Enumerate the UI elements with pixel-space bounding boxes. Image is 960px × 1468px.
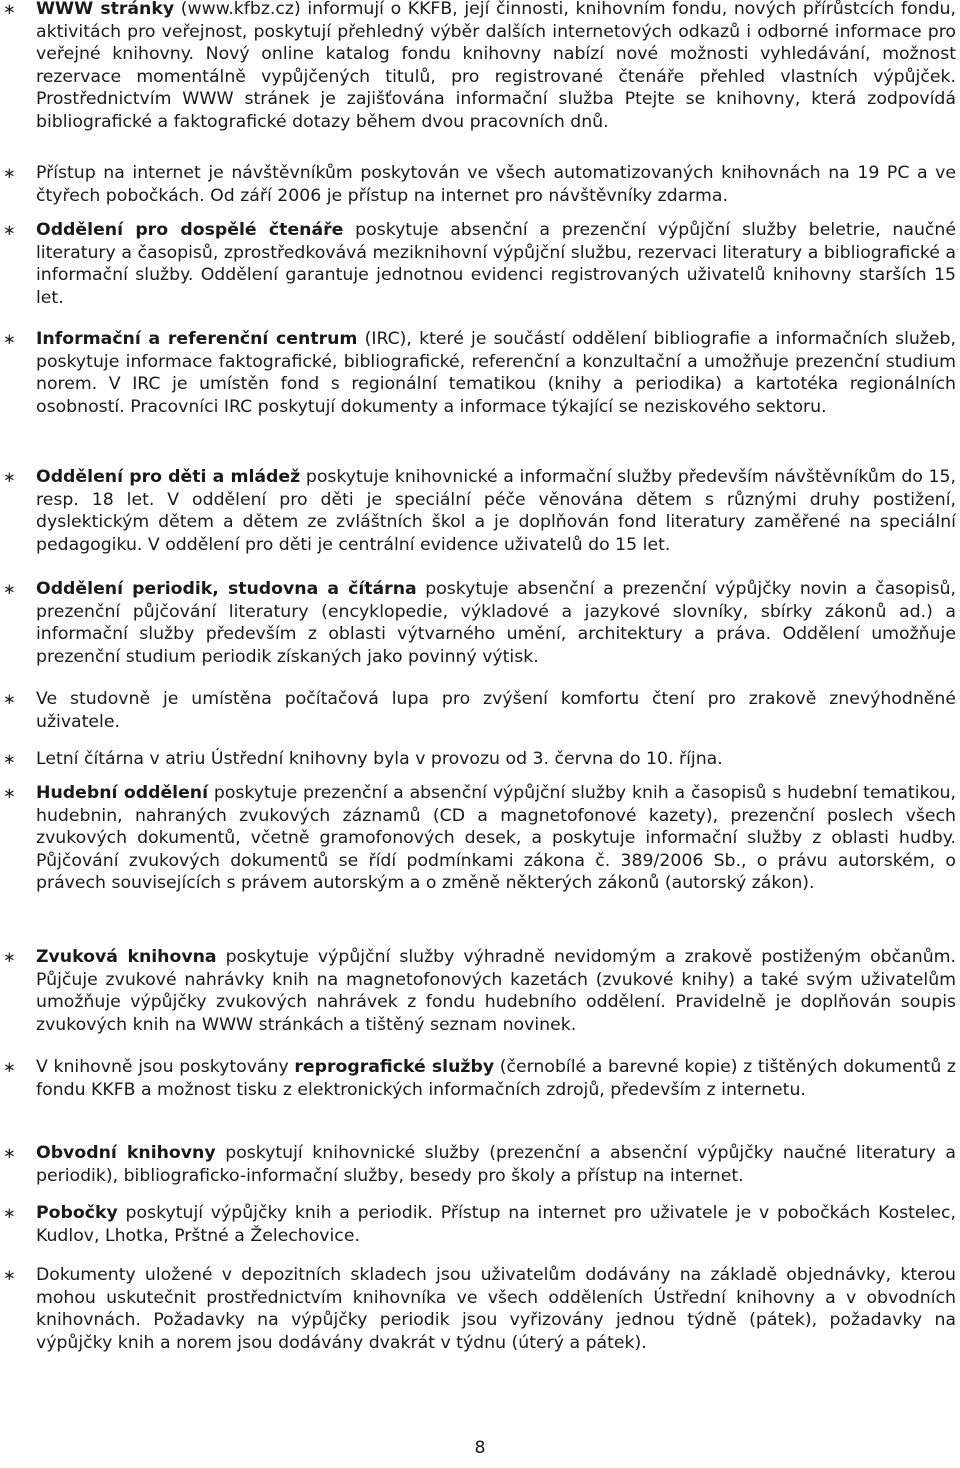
bullet-icon: ∗ <box>3 948 16 966</box>
list-item <box>0 1264 960 1354</box>
item-heading: reprografické služby <box>294 1057 495 1077</box>
item-text: poskytují knihovnické služby (prezenční a absenční výpůjčky naučné literatury a periodik), bibliograficko-informační služby, besedy pro školy a přístup na internet. <box>36 1143 957 1186</box>
item-heading: Oddělení pro dospělé čtenáře <box>36 220 344 240</box>
item-text: poskytuje výpůjční služby výhradně nevidomým a zrakově postiženým občanům. Půjčuje zvukové nahrávky knih na magnetofonových kazetách (zvukové knihy) a také svým uživatelům umožňuje výpůjčky zvukových nahrávek z fondu hudebního oddělení. Pravidelně je doplňován soupis zvukových knih na WWW stránkách a tištěný seznam novinek. <box>36 947 956 1035</box>
item-text: V knihovně jsou poskytovány <box>36 1057 295 1077</box>
item-text: Ve studovně je umístěna počítačová lupa pro zvýšení komfortu čtení pro zrakově znevýhodněné uživatele. <box>36 689 956 732</box>
item-heading: Oddělení periodik, studovna a čítárna <box>36 579 417 599</box>
bullet-icon: ∗ <box>3 750 16 768</box>
list-item <box>0 1202 960 1247</box>
item-heading: Informační a referenční centrum <box>36 329 358 349</box>
item-heading: Obvodní knihovny <box>36 1143 216 1163</box>
list-item <box>0 748 960 771</box>
item-text: Přístup na internet je návštěvníkům poskytován ve všech automatizovaných knihovnách na 19 PC a ve čtyřech pobočkách. Od září 2006 je přístup na internet pro návštěvníky zdarma. <box>36 163 956 206</box>
item-heading: WWW stránky <box>36 0 175 19</box>
item-text: Letní čítárna v atriu Ústřední knihovny byla v provozu od 3. června do 10. října. <box>36 749 723 769</box>
bullet-icon: ∗ <box>3 1266 16 1284</box>
item-text: ( <box>174 0 188 19</box>
list-item <box>0 578 960 668</box>
list-item <box>0 0 960 134</box>
list-item <box>0 1142 960 1187</box>
item-heading: Zvuková knihovna <box>36 947 217 967</box>
bullet-icon: ∗ <box>3 1144 16 1162</box>
bullet-icon: ∗ <box>3 330 16 348</box>
list-item <box>0 782 960 895</box>
list-item <box>0 219 960 309</box>
bullet-icon: ∗ <box>3 0 16 18</box>
bullet-icon: ∗ <box>3 1058 16 1076</box>
list-item <box>0 328 960 418</box>
item-text: poskytuje prezenční a absenční výpůjční služby knih a časopisů s hudební tematikou, hudebnin, nahraných zvukových záznamů (CD a magnetofonové kazety), prezenční poslech všech zvukových dokumentů, včetně gramofonových desek, a poskytuje informační služby z oblasti hudby. Půjčování zvukových dokumentů se řídí podmínkami zákona č. 389/2006 Sb., o právu autorském, o právech souvisejících s právem autorským a o změně některých zákonů (autorský zákon). <box>36 783 956 894</box>
item-text: poskytuje knihovnické a informační služby především návštěvníkům do 15, resp. 18 let. V oddělení pro děti je speciální péče věnována dětem s různými druhy postižení, dyslektickým dětem a dětem ze zvláštních škol a je doplňován fond literatury zaměřené na speciální pedagogiku. V oddělení pro děti je centrální evidence uživatelů do 15 let. <box>36 467 957 555</box>
item-text: Dokumenty uložené v depozitních skladech jsou uživatelům dodávány na základě objednávky, kterou mohou uskutečnit prostřednictvím knihovníka ve všech odděleních Ústřední knihovny a v obvodních knihovnách. Požadavky na výpůjčky periodik jsou vyřizovány jednou týdně (pátek), požadavky na výpůjčky knih a norem jsou dodávány dvakrát v týdnu (úterý a pátek). <box>36 1265 956 1353</box>
website-link[interactable]: www.kfbz.cz <box>187 0 294 19</box>
page-number: 8 <box>474 1438 486 1458</box>
item-heading: Pobočky <box>36 1203 118 1223</box>
item-text: poskytuje absenční a prezenční výpůjčky novin a časopisů, prezenční půjčování literatury (encyklopedie, výkladové a jazykové slovníky, sbírky zákonů ad.) a informační služby především z oblasti výtvarného umění, architektury a práva. Oddělení umožňuje prezenční studium periodik získaných jako povinný výtisk. <box>36 579 956 667</box>
item-heading: Oddělení pro děti a mládež <box>36 467 301 487</box>
bullet-icon: ∗ <box>3 1204 16 1222</box>
bullet-icon: ∗ <box>3 468 16 486</box>
item-text: (IRC), které je součástí oddělení bibliografie a informačních služeb, poskytuje informace faktografické, bibliografické, referenční a konzultační a umožňuje prezenční studium norem. V IRC je umístěn fond s regionální tematikou (knihy a periodika) a kartotéka regionálních osobností. Pracovníci IRC poskytují dokumenty a informace týkající se neziskového sektoru. <box>36 329 957 417</box>
list-item <box>0 466 960 556</box>
list-item <box>0 688 960 733</box>
item-text: poskytují výpůjčky knih a periodik. Přístup na internet pro uživatele je v pobočkách Kostelec, Kudlov, Lhotka, Prštné a Želechovice. <box>36 1203 956 1246</box>
list-item <box>0 946 960 1036</box>
list-item <box>0 1056 960 1101</box>
item-heading: Hudební oddělení <box>36 783 209 803</box>
item-text: poskytuje absenční a prezenční výpůjční služby beletrie, naučné literatury a časopisů, zprostředkovává meziknihovní výpůjční službu, rezervaci literatury a bibliografické a informační služby. Oddělení garantuje jednotnou evidenci registrovaných uživatelů knihovny starších 15 let. <box>36 220 956 308</box>
bullet-icon: ∗ <box>3 580 16 598</box>
list-item <box>0 162 960 207</box>
bullet-icon: ∗ <box>3 221 16 239</box>
item-text: ) informují o KKFB, její činnosti, knihovním fondu, nových přírůstcích fondu, aktivitách pro veřejnost, poskytují přehledný výběr dalších internetových odkazů i odborné informace pro veřejné knihovny. Nový online katalog fondu knihovny nabízí nové možnosti vyhledávání, možnost rezervace momentálně vypůjčených titulů, pro registrované čtenáře přehled vlastních výpůjček. Prostřednictvím WWW stránek je zajišťována informační služba Ptejte se knihovny, která zodpovídá bibliografické a faktografické dotazy během dvou pracovních dnů. <box>36 0 956 132</box>
bullet-icon: ∗ <box>3 164 16 182</box>
item-text: (černobílé a barevné kopie) z tištěných dokumentů z fondu KKFB a možnost tisku z elektronických informačních zdrojů, především z internetu. <box>36 1057 957 1100</box>
bullet-icon: ∗ <box>3 690 16 708</box>
bullet-icon: ∗ <box>3 784 16 802</box>
